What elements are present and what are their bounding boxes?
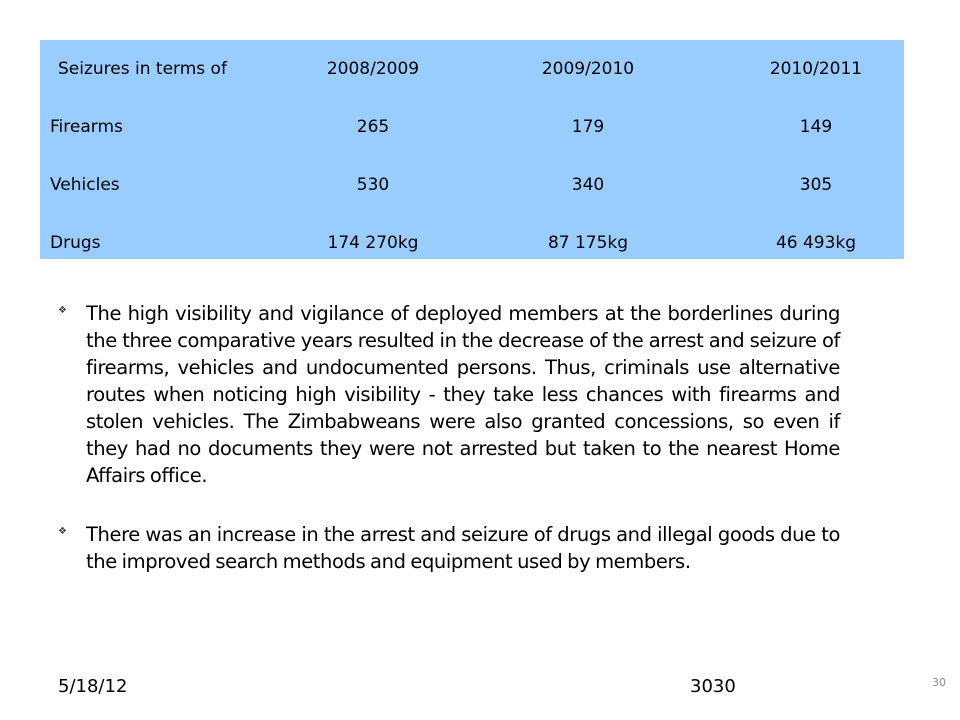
header-cell: 2008/2009 — [326, 59, 420, 79]
row-label: Firearms — [50, 117, 123, 137]
bullet-item — [50, 521, 840, 575]
header-cell: 2009/2010 — [541, 59, 635, 79]
table-cell: 340 — [571, 175, 605, 195]
footer-number: 3030 — [690, 676, 736, 697]
bullet-list — [50, 300, 840, 607]
table-row — [40, 214, 904, 272]
table-cell: 46 493kg — [775, 233, 857, 253]
table-cell: 265 — [356, 117, 390, 137]
table-cell: 174 270kg — [327, 233, 419, 253]
header-cell: 2010/2011 — [769, 59, 863, 79]
table-row — [40, 156, 904, 214]
diamond-bullet-icon: ❖ — [58, 526, 67, 537]
footer-date: 5/18/12 — [58, 676, 128, 697]
table-header-row — [40, 40, 904, 98]
header-cell: Seizures in terms of — [58, 59, 227, 79]
row-label: Vehicles — [50, 175, 120, 195]
table-row — [40, 98, 904, 156]
table-cell: 87 175kg — [547, 233, 629, 253]
bullet-text: The high visibility and vigilance of deployed members at the borderlines during the three comparative years resulted in the decrease of the arrest and seizure of firearms, vehicles and undocumented persons. Thus, criminals use alternative routes when noticing high visibility - they take less chances with firearms and stolen vehicles. The Zimbabweans were also granted concessions, so even if they had no documents they were not arrested but taken to the nearest Home Affairs office. — [86, 302, 840, 487]
seizures-table — [40, 40, 904, 259]
row-label: Drugs — [50, 233, 101, 253]
bullet-item — [50, 300, 840, 489]
diamond-bullet-icon: ❖ — [58, 305, 67, 316]
table-cell: 305 — [799, 175, 833, 195]
table-cell: 179 — [571, 117, 605, 137]
slide-number: 30 — [932, 676, 946, 689]
table-cell: 530 — [356, 175, 390, 195]
bullet-text: There was an increase in the arrest and seizure of drugs and illegal goods due to the improved search methods and equipment used by members. — [86, 523, 840, 573]
table-cell: 149 — [799, 117, 833, 137]
